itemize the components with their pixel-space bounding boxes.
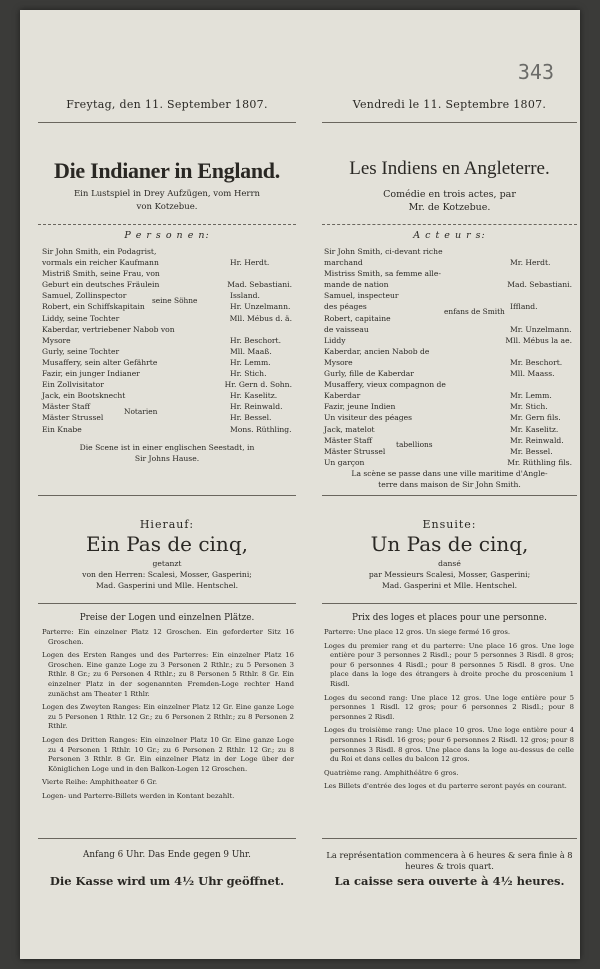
cast-role: Samuel, Zollinspector <box>42 291 127 301</box>
note-line: Sir Johns Hause. <box>134 454 200 463</box>
cast-row <box>42 346 292 357</box>
cast-role: Mäster Strussel <box>42 413 104 423</box>
cast-actor: Mons. Rüthling. <box>230 424 292 434</box>
cast-row <box>324 357 572 368</box>
cast-row <box>324 435 572 446</box>
dancers-de <box>38 569 296 591</box>
divider <box>322 495 577 496</box>
dancers-line: von den Herren: Scalesi, Mosser, Gasperini; <box>82 570 252 579</box>
price-entry: Loges du troisième rang: Une place 10 gros. Une loge entière pour 4 personnes 1 Risdl. 16 gros; pour 6 personnes 2 Risdl. 12 gros; pour 8 personnes 3 Risdl. 8 gros. Une place dans la loge au-dessus de celle du Roi et dans celles du balcon 12 gros. <box>324 726 574 764</box>
note-line: Die Scene ist in einer englischen Seestadt, in <box>79 443 255 452</box>
play-title-de: Die Indianer in England. <box>54 158 280 183</box>
divider <box>322 838 577 839</box>
date-fr: Vendredi le 11. Septembre 1807. <box>352 98 547 111</box>
cast-role: vormals ein reicher Kaufmann <box>42 258 159 268</box>
cast-actor: Mr. Kaselitz. <box>510 424 559 434</box>
subtitle-fr <box>322 188 577 214</box>
cast-role: Un garçon <box>324 457 365 467</box>
cast-role: Liddy, seine Tochter <box>42 313 120 323</box>
price-entry: Logen des Dritten Ranges: Ein einzelner Platz 10 Gr. Eine ganze Loge zu 4 Personen 1 Rthlr. 10 Gr.; zu 6 Personen 2 Rthlr. 12 Gr.; zu 8 Personen 3 Rthlr. 8 Gr. Ein einzelner Platz in der Loge über der Königlichen Loge und in den Balkon-Logen 12 Groschen. <box>42 735 294 773</box>
cast-row <box>42 390 292 401</box>
date-de: Freytag, den 11. September 1807. <box>66 98 268 111</box>
cast-role: marchand <box>324 258 363 268</box>
subtitle-line: Ein Lustspiel in Drey Aufzügen, vom Herrn <box>73 189 261 199</box>
cast-role: des péages <box>324 302 367 312</box>
cast-actor: Hr. Kaselitz. <box>230 391 278 401</box>
cast-row <box>42 357 292 368</box>
cast-actor: Issland. <box>230 291 260 301</box>
cast-role: Mäster Strussel <box>324 446 386 456</box>
cast-row <box>324 279 572 290</box>
cast-role: Sir John Smith, ein Podagrist, <box>42 247 157 256</box>
subtitle-line: Mr. de Kotzebue. <box>408 202 491 213</box>
cast-row <box>324 424 572 435</box>
note-line: La scène se passe dans une ville maritime d'Angle- <box>351 469 548 478</box>
cast-role: Ein Zollvisitator <box>42 380 104 390</box>
divider <box>38 224 296 225</box>
divider <box>38 495 296 496</box>
dancers-line: par Messieurs Scalesi, Mosser, Gasperini; <box>368 570 531 579</box>
cast-row <box>324 335 572 346</box>
price-heading-de: Preise der Logen und einzelnen Plätze. <box>79 613 255 623</box>
divider <box>322 122 577 123</box>
cast-role: Fazir, ein junger Indianer <box>42 369 140 379</box>
cast-actor: Hr. Bessel. <box>230 413 272 423</box>
cast-row <box>42 324 292 335</box>
cast-row <box>324 268 572 279</box>
subtitle-line: von Kotzebue. <box>136 202 198 212</box>
cast-role: Mäster Staff <box>324 435 372 445</box>
cast-row <box>324 246 572 257</box>
cast-row <box>324 390 572 401</box>
cast-role: Gurly, fille de Kaberdar <box>324 369 414 379</box>
cast-row <box>324 446 572 457</box>
dancers-fr <box>322 569 577 591</box>
cast-actor: Mad. Sebastiani. <box>507 280 572 290</box>
divider <box>322 603 577 604</box>
cast-actor: Mll. Maass. <box>510 369 555 379</box>
subtitle-line: Comédie en trois actes, par <box>383 189 516 200</box>
box-office-de: Die Kasse wird um 4½ Uhr geöffnet. <box>49 874 285 888</box>
cast-actor: Mr. Lemm. <box>510 391 552 401</box>
cast-role: Mäster Staff <box>42 402 90 412</box>
cast-role: Mysore <box>324 357 353 367</box>
danced-de: getanzt <box>152 559 182 568</box>
cast-actor <box>230 324 292 335</box>
cast-role: Kaberdar, vertriebener Nabob von <box>42 324 175 334</box>
page-number: 343 <box>517 60 554 84</box>
cast-row <box>42 401 292 412</box>
actors-heading: A c t e u r s: <box>413 230 486 241</box>
price-entry: Quatrième rang. Amphithéâtre 6 gros. <box>324 768 459 777</box>
pas-de-cinq-de: Ein Pas de cinq, <box>86 532 248 556</box>
scene-note-de <box>38 442 296 464</box>
cast-role: Sir John Smith, ci-devant riche <box>324 247 443 256</box>
price-list-fr <box>324 628 574 796</box>
cast-actor <box>230 246 292 257</box>
subtitle-de <box>38 188 296 214</box>
cast-role: de vaisseau <box>324 324 369 334</box>
persons-heading: P e r s o n e n: <box>124 230 210 241</box>
scene-note-fr <box>322 468 577 490</box>
playbill-sheet <box>20 10 580 959</box>
cast-role: Kaberdar <box>324 391 361 401</box>
cast-row <box>324 290 572 301</box>
cast-actor: Hr. Stich. <box>230 369 267 379</box>
divider <box>38 838 296 839</box>
cast-role: Musaffery, vieux compagnon de <box>324 380 446 390</box>
cast-actor: Mr. Reinwald. <box>510 435 564 445</box>
group-label: enfans de Smith <box>444 307 505 316</box>
cast-row <box>324 412 572 423</box>
cast-actor <box>510 313 572 324</box>
cast-role: Jack, ein Bootsknecht <box>42 391 126 401</box>
cast-row <box>42 246 292 257</box>
cast-actor <box>510 268 572 279</box>
cast-row <box>324 379 572 390</box>
price-entry: Vierte Reihe: Amphitheater 6 Gr. <box>42 778 158 787</box>
cast-actor <box>510 246 572 257</box>
cast-actor: Mr. Gern fils. <box>510 413 561 423</box>
box-office-fr: La caisse sera ouverte à 4½ heures. <box>334 874 565 888</box>
group-label: seine Söhne <box>152 296 198 305</box>
cast-actor: Hr. Beschort. <box>230 335 282 345</box>
play-title-fr: Les Indiens en Angleterre. <box>349 158 550 179</box>
price-entry: Logen des Zweyten Ranges: Ein einzelner Platz 12 Gr. Eine ganze Loge zu 5 Personen 1 Rthlr. 12 Gr.; zu 6 Personen 2 Rthlr.; zu 8 Personen 2 Rthlr. <box>42 703 294 731</box>
price-entry: Logen des Ersten Ranges und des Parterres: Ein einzelner Platz 16 Groschen. Eine ganze Loge zu 3 Personen 2 Rthlr.; zu 5 Personen 3 Rthlr. 8 Gr.; zu 6 Personen 4 Rthlr.; zu 8 Personen 5 Rthlr. 8 Gr. Ein einzelner Platz in der sogenannten Fremden-Loge rechter Hand zunächst am Theater 1 Rthlr. <box>42 651 294 698</box>
cast-row <box>324 257 572 268</box>
cast-actor: Mr. Bessel. <box>510 446 553 456</box>
then-heading-fr: Ensuite: <box>422 518 477 531</box>
cast-role: mande de nation <box>324 280 389 290</box>
cast-actor: Mll. Mébus la ae. <box>505 335 572 345</box>
group-label: Notarien <box>124 407 158 416</box>
cast-role: Ein Knabe <box>42 424 82 434</box>
price-entry: Les Billets d'entrée des loges et du parterre seront payés en courant. <box>324 782 567 791</box>
price-list-de <box>42 628 294 806</box>
cast-role: Robert, ein Schiffskapitain <box>42 302 145 312</box>
price-entry: Logen- und Parterre-Billets werden in Kontant bezahlt. <box>42 791 235 800</box>
cast-actor: Mll. Maaß. <box>230 346 272 356</box>
cast-actor: Hr. Unzelmann. <box>230 302 291 312</box>
cast-role: Un visiteur des péages <box>324 413 413 423</box>
cast-row <box>42 257 292 268</box>
cast-actor <box>510 290 572 301</box>
cast-list-de <box>42 246 292 435</box>
cast-row <box>42 379 292 390</box>
cast-actor: Hr. Lemm. <box>230 357 271 367</box>
divider <box>322 224 577 225</box>
cast-actor: Mr. Beschort. <box>510 357 563 367</box>
cast-role: Kaberdar, ancien Nabob de <box>324 346 430 356</box>
price-entry: Loges du premier rang et du parterre: Une place 16 gros. Une loge entière pour 3 personnes 2 Risdl.; pour 5 personnes 3 Risdl. 8 gros; pour 6 personnes 4 Risdl.; pour 8 personnes 5 Risdl. 8 gros. Une place dans la loge des étrangers à droite proche du proscenium 1 Risdl. <box>324 641 574 688</box>
cast-actor: Mr. Unzelmann. <box>510 324 572 334</box>
cast-row <box>42 268 292 279</box>
cast-actor <box>510 379 572 390</box>
price-entry: Parterre: Ein einzelner Platz 12 Groschen. Ein geforderter Sitz 16 Groschen. <box>42 628 294 646</box>
cast-role: Fazir, jeune Indien <box>324 402 396 412</box>
cast-row <box>42 335 292 346</box>
cast-row <box>42 424 292 435</box>
cast-actor: Mr. Stich. <box>510 402 548 412</box>
cast-role: Musaffery, sein alter Gefährte <box>42 357 158 367</box>
cast-role: Jack, matelot <box>324 424 375 434</box>
cast-role: Robert, capitaine <box>324 313 391 323</box>
cast-list-fr <box>324 246 572 468</box>
then-heading-de: Hierauf: <box>139 518 195 531</box>
cast-row <box>42 412 292 423</box>
cast-actor: Iffland. <box>510 302 538 312</box>
cast-actor: Mr. Rüthling fils. <box>507 457 572 467</box>
cast-row <box>324 368 572 379</box>
divider <box>38 603 296 604</box>
cast-actor: Hr. Herdt. <box>230 258 270 268</box>
pas-de-cinq-fr: Un Pas de cinq, <box>370 532 529 556</box>
cast-row <box>324 324 572 335</box>
cast-row <box>42 279 292 290</box>
cast-role: Geburt ein deutsches Fräulein <box>42 280 160 290</box>
price-heading-fr: Prix des loges et places pour une personne. <box>352 613 547 623</box>
cast-role: Mistriss Smith, sa femme alle- <box>324 269 441 279</box>
cast-row <box>324 346 572 357</box>
start-end-fr: La représentation commencera à 6 heures & sera finie à 8 heures & trois quart. <box>326 850 573 871</box>
cast-actor: Hr. Gern d. Sohn. <box>224 380 292 390</box>
cast-actor: Hr. Reinwald. <box>230 402 283 412</box>
group-label: tabellions <box>396 440 433 449</box>
dancers-line: Mad. Gasperini et Mlle. Hentschel. <box>382 581 517 590</box>
cast-actor: Mr. Herdt. <box>510 258 551 268</box>
cast-actor: Mll. Mébus d. ä. <box>229 313 292 323</box>
cast-row <box>42 368 292 379</box>
cast-row <box>324 401 572 412</box>
danced-fr: dansé <box>438 559 461 568</box>
cast-role: Mistriß Smith, seine Frau, von <box>42 269 160 279</box>
start-end-de: Anfang 6 Uhr. Das Ende gegen 9 Uhr. <box>83 850 251 860</box>
divider <box>38 122 296 123</box>
cast-actor <box>510 346 572 357</box>
cast-actor <box>230 268 292 279</box>
price-entry: Loges du second rang: Une place 12 gros. Une loge entière pour 5 personnes 1 Risdl. 12 gros; pour 6 personnes 2 Risdl.; pour 8 personnes 2 Risdl. <box>324 693 574 721</box>
dancers-line: Mad. Gasperini und Mlle. Hentschel. <box>95 581 239 590</box>
cast-row <box>42 313 292 324</box>
cast-role: Liddy <box>324 335 346 345</box>
cast-actor: Mad. Sebastiani. <box>227 280 292 290</box>
cast-row <box>324 457 572 468</box>
cast-role: Samuel, inspecteur <box>324 291 399 301</box>
cast-role: Gurly, seine Tochter <box>42 346 120 356</box>
cast-role: Mysore <box>42 335 71 345</box>
note-line: terre dans maison de Sir John Smith. <box>378 480 521 489</box>
price-entry: Parterre: Une place 12 gros. Un siege fermé 16 gros. <box>324 628 511 636</box>
